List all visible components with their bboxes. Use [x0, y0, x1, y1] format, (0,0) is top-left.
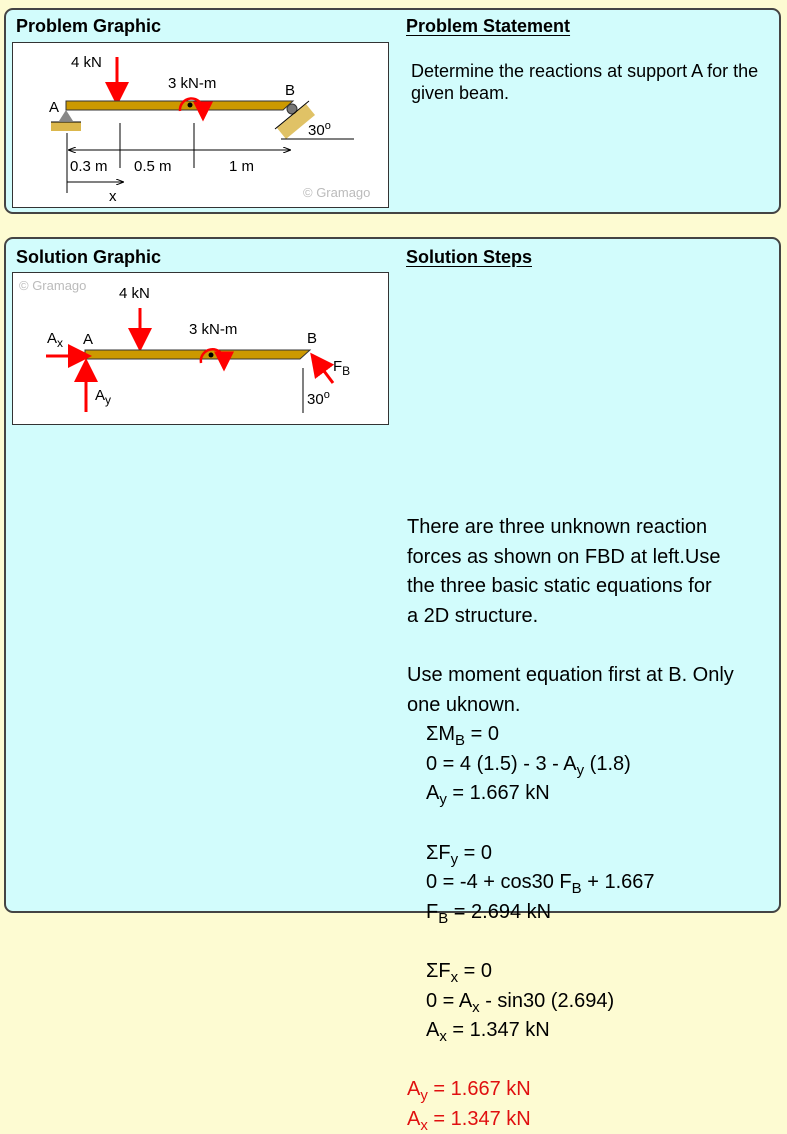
problem-graphic-heading: Problem Graphic — [16, 16, 162, 36]
step-text: A — [426, 782, 440, 805]
pin-support — [59, 110, 73, 121]
problem-panel — [4, 8, 781, 214]
step-text: = 1.347 kN — [427, 1107, 531, 1130]
subscript: x — [420, 1116, 428, 1134]
subscript: x — [450, 968, 459, 986]
subscript: x — [439, 1028, 447, 1046]
force-label: 4 kN — [119, 285, 150, 302]
step-text: A — [407, 1107, 421, 1130]
fb-label: $F_B$ — [333, 358, 351, 378]
subscript: B — [455, 732, 466, 750]
label-b: B — [285, 82, 296, 99]
angle-label: 30$^o$ — [307, 389, 330, 408]
step-text: F — [426, 900, 439, 923]
ay-label: $A_y$ — [95, 387, 112, 407]
step-text: = 1.667 kN — [427, 1078, 531, 1101]
solution-graphic-heading: Solution Graphic — [16, 247, 162, 267]
step-text: A — [426, 1019, 440, 1042]
moment-label: 3 kN-m — [168, 75, 217, 92]
problem-figure — [12, 42, 389, 208]
step-text: Use moment equation first at B. Only — [407, 663, 734, 686]
step-text: = 1.667 kN — [446, 782, 550, 805]
step-text: = 0 — [458, 959, 493, 982]
fb-arrow — [312, 355, 333, 383]
subscript: B — [438, 909, 449, 927]
step-text: the three basic static equations for — [407, 575, 712, 598]
step-line — [407, 750, 734, 780]
solution-steps — [407, 513, 734, 1134]
step-line — [407, 720, 734, 750]
ax-label: $A_x$ — [47, 330, 64, 350]
step-line — [407, 839, 734, 869]
step-text: = 0 — [458, 841, 493, 864]
step-text: ΣF — [426, 841, 451, 864]
step-line — [407, 779, 734, 809]
step-text: ΣF — [426, 959, 451, 982]
subscript: B — [571, 880, 582, 898]
step-text: - sin30 (2.694) — [479, 989, 615, 1012]
label-a: A — [83, 331, 94, 348]
dim-0-5: 0.5 m — [134, 158, 172, 175]
watermark: © Gramago — [19, 278, 87, 293]
beam — [85, 350, 310, 359]
step-line — [407, 572, 734, 602]
subscript: y — [420, 1087, 428, 1105]
solution-steps-heading: Solution Steps — [406, 247, 532, 267]
step-text: A — [407, 1078, 421, 1101]
step-text: forces as shown on FBD at left.Use — [407, 545, 721, 568]
step-line — [407, 957, 734, 987]
step-text: a 2D structure. — [407, 604, 539, 627]
step-text: one uknown. — [407, 693, 521, 716]
step-line — [407, 661, 734, 691]
step-line — [407, 691, 734, 721]
label-a: A — [49, 99, 60, 116]
step-line — [407, 868, 734, 898]
step-text: ΣM — [426, 723, 456, 746]
moment-point — [209, 353, 214, 358]
step-line — [407, 602, 734, 632]
step-line — [407, 631, 734, 661]
moment-point — [188, 103, 193, 108]
step-line — [407, 543, 734, 573]
angle-label: 30$^o$ — [308, 120, 331, 139]
dim-1: 1 m — [229, 158, 255, 175]
step-text: = 0 — [465, 723, 499, 746]
problem-statement: Determine the reactions at support A for the given beam. — [411, 61, 759, 103]
step-text: There are three unknown reaction — [407, 516, 708, 538]
step-text: 0 = A — [426, 989, 473, 1012]
step-line — [407, 809, 734, 839]
subscript: y — [450, 850, 459, 868]
answer-line — [407, 1075, 734, 1105]
force-label: 4 kN — [71, 54, 102, 71]
step-text: = 1.347 kN — [446, 1019, 550, 1042]
step-line — [407, 1016, 734, 1046]
step-line — [407, 898, 734, 928]
step-line — [407, 987, 734, 1017]
problem-statement-heading: Problem Statement — [406, 16, 571, 36]
subscript: x — [472, 998, 480, 1016]
step-line — [407, 1046, 734, 1076]
moment-label: 3 kN-m — [189, 321, 238, 338]
x-label: x — [109, 188, 117, 205]
step-text: = 2.694 kN — [448, 900, 552, 923]
answer-line — [407, 1105, 734, 1134]
watermark: © Gramago — [303, 185, 371, 200]
step-text: + 1.667 — [581, 871, 655, 894]
label-b: B — [307, 330, 318, 347]
subscript: y — [439, 791, 447, 809]
step-text: (1.8) — [584, 752, 631, 775]
dim-0-3: 0.3 m — [70, 158, 108, 175]
solution-figure — [12, 272, 389, 425]
step-text: 0 = 4 (1.5) - 3 - A — [426, 752, 577, 775]
ground — [51, 122, 81, 131]
step-text: 0 = -4 + cos30 F — [426, 871, 572, 894]
subscript: y — [576, 761, 585, 779]
step-line — [407, 927, 734, 957]
step-line — [407, 513, 734, 543]
